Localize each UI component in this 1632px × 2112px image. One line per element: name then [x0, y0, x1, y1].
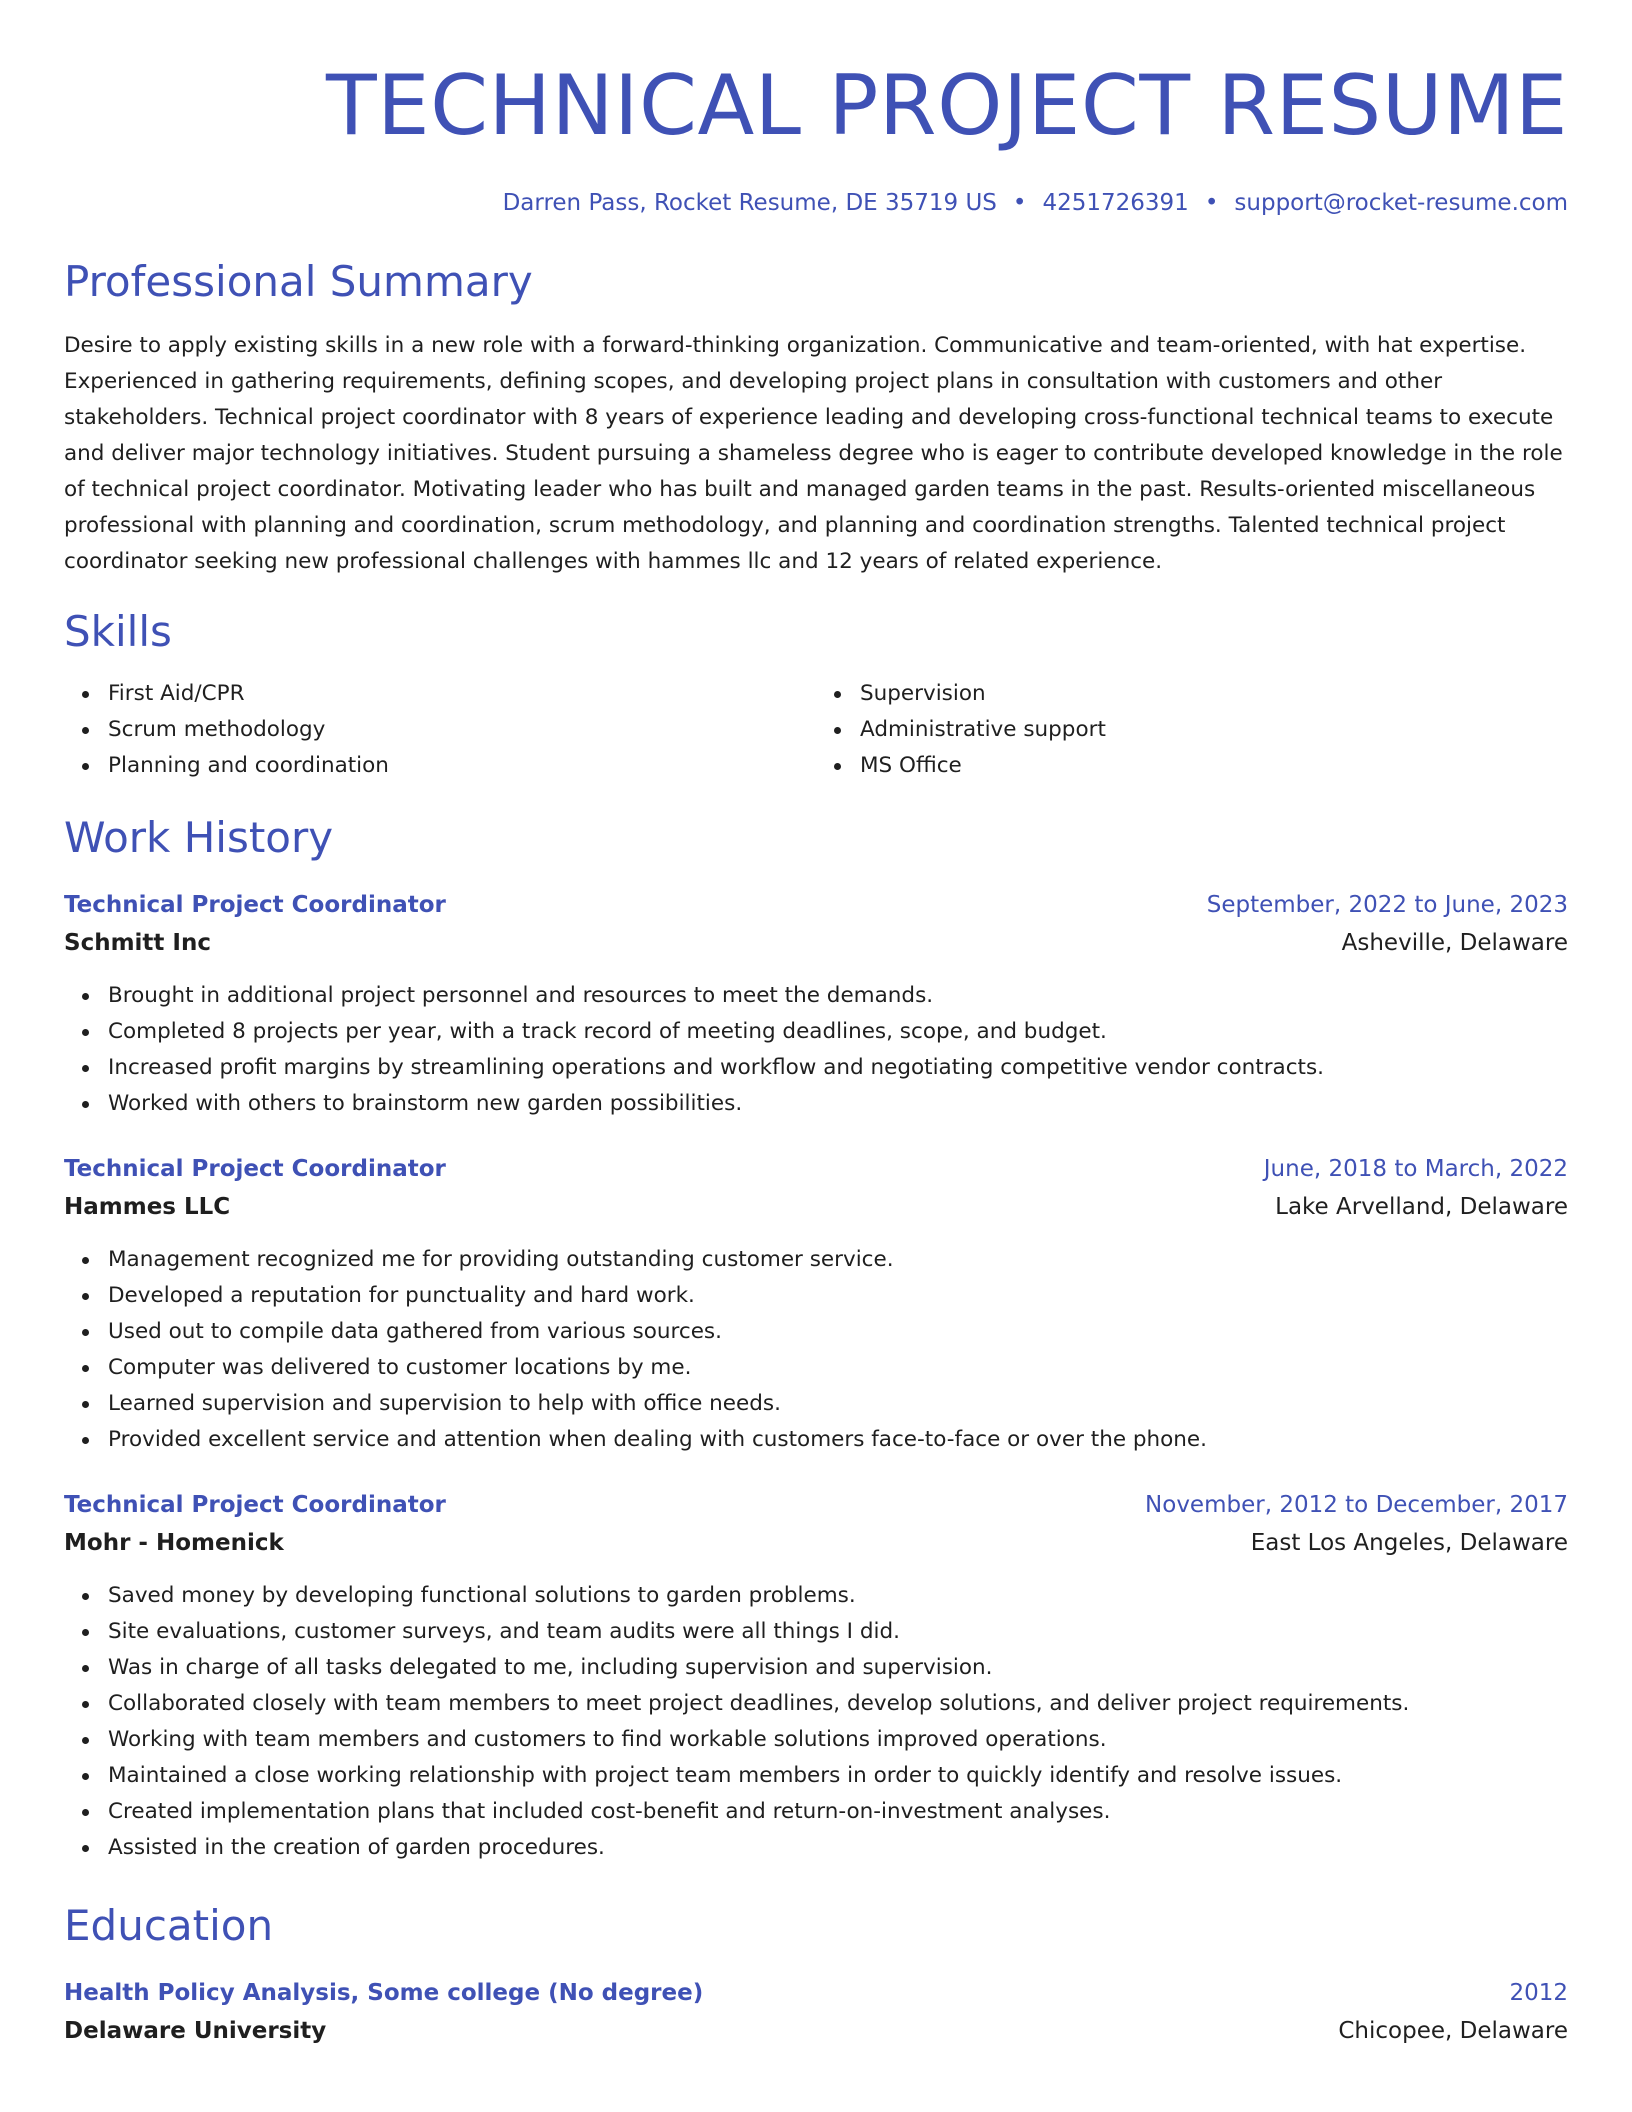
bullet-item: Provided excellent service and attention when dealing with customers face-to-face or over the phone.	[108, 1422, 1568, 1458]
summary-text: Desire to apply existing skills in a new role with a forward-thinking organization. Communicative and team-oriented, with hat expertise. Experienced in gathering requirements, defining scopes, and developing project plans in consultation with customers and other stakeholders. Technical project coordinator with 8 years of experience leading and developing cross-functional technical teams to execute and deliver major technology initiatives. Student pursuing a shameless degree who is eager to contribute developed knowledge in the role of technical project coordinator. Motivating leader who has built and managed garden teams in the past. Results-oriented miscellaneous professional with planning and coordination, scrum methodology, and planning and coordination strengths. Talented technical project coordinator seeking new professional challenges with hammes llc and 12 years of related experience.	[64, 333, 1563, 574]
bullet-item: Maintained a close working relationship with project team members in order to quickly identify and resolve issues.	[108, 1758, 1568, 1794]
skill-item: MS Office	[860, 748, 1568, 784]
job-location: Asheville, Delaware	[1341, 930, 1568, 956]
contact-separator: •	[1012, 190, 1027, 216]
bullet-item: Assisted in the creation of garden procedures.	[108, 1830, 1568, 1866]
job-title: Technical Project Coordinator	[64, 1156, 446, 1182]
job-company-row	[64, 1188, 1568, 1226]
bullet-item: Computer was delivered to customer locations by me.	[108, 1350, 1568, 1386]
bullet-item: Created implementation plans that included cost-benefit and return-on-investment analyses.	[108, 1794, 1568, 1830]
bullet-item: Worked with others to brainstorm new garden possibilities.	[108, 1086, 1568, 1122]
contact-address: Darren Pass, Rocket Resume, DE 35719 US	[502, 190, 997, 216]
bullet-item: Site evaluations, customer surveys, and team audits were all things I did.	[108, 1614, 1568, 1650]
job-company: Schmitt Inc	[64, 930, 211, 956]
job-dates: November, 2012 to December, 2017	[1145, 1492, 1568, 1518]
job-entry	[64, 1150, 1568, 1458]
bullet-item: Management recognized me for providing outstanding customer service.	[108, 1242, 1568, 1278]
bullet-item: Used out to compile data gathered from various sources.	[108, 1314, 1568, 1350]
skill-item: Administrative support	[860, 712, 1568, 748]
education-entry	[64, 1974, 1568, 2050]
skill-item: Planning and coordination	[108, 748, 816, 784]
job-header-row	[64, 1486, 1568, 1524]
bullet-item: Developed a reputation for punctuality and hard work.	[108, 1278, 1568, 1314]
skill-item: First Aid/CPR	[108, 676, 816, 712]
summary-heading: Professional Summary	[64, 257, 533, 306]
education-location: Chicopee, Delaware	[1338, 2018, 1568, 2044]
job-company-row	[64, 924, 1568, 962]
contact-phone: 4251726391	[1042, 190, 1189, 216]
bullet-item: Was in charge of all tasks delegated to me, including supervision and supervision.	[108, 1650, 1568, 1686]
bullet-item: Brought in additional project personnel and resources to meet the demands.	[108, 978, 1568, 1014]
job-dates: September, 2022 to June, 2023	[1206, 892, 1568, 918]
bullet-item: Increased profit margins by streamlining operations and workflow and negotiating competitive vendor contracts.	[108, 1050, 1568, 1086]
work-history-heading: Work History	[64, 813, 334, 862]
job-title: Technical Project Coordinator	[64, 1492, 446, 1518]
education-school-row	[64, 2012, 1568, 2050]
job-header-row	[64, 886, 1568, 924]
job-company: Mohr - Homenick	[64, 1530, 284, 1556]
skill-item: Scrum methodology	[108, 712, 816, 748]
education-degree: Health Policy Analysis, Some college (No degree)	[64, 1980, 704, 2006]
bullet-item: Saved money by developing functional solutions to garden problems.	[108, 1578, 1568, 1614]
skills-heading: Skills	[64, 607, 172, 656]
job-company-row	[64, 1524, 1568, 1562]
skills-grid	[64, 676, 1568, 784]
resume-title: TECHNICAL PROJECT RESUME	[325, 57, 1568, 154]
job-location: Lake Arvelland, Delaware	[1275, 1194, 1568, 1220]
education-header-row	[64, 1974, 1568, 2012]
bullet-item: Collaborated closely with team members to meet project deadlines, develop solutions, and deliver project requirements.	[108, 1686, 1568, 1722]
job-entry	[64, 886, 1568, 1122]
skills-column-left	[64, 676, 816, 784]
education-school: Delaware University	[64, 2018, 327, 2044]
education-heading: Education	[64, 1901, 274, 1950]
contact-email: support@rocket-resume.com	[1234, 190, 1568, 216]
contact-line	[64, 188, 1568, 218]
job-dates: June, 2018 to March, 2022	[1263, 1156, 1568, 1182]
job-bullets	[64, 1242, 1568, 1458]
skill-item: Supervision	[860, 676, 1568, 712]
job-header-row	[64, 1150, 1568, 1188]
bullet-item: Completed 8 projects per year, with a track record of meeting deadlines, scope, and budget.	[108, 1014, 1568, 1050]
job-entry	[64, 1486, 1568, 1866]
job-company: Hammes LLC	[64, 1194, 231, 1220]
job-bullets	[64, 978, 1568, 1122]
education-year: 2012	[1509, 1980, 1568, 2006]
job-title: Technical Project Coordinator	[64, 892, 446, 918]
job-location: East Los Angeles, Delaware	[1250, 1530, 1568, 1556]
bullet-item: Learned supervision and supervision to help with office needs.	[108, 1386, 1568, 1422]
bullet-item: Working with team members and customers to find workable solutions improved operations.	[108, 1722, 1568, 1758]
contact-separator: •	[1204, 190, 1219, 216]
job-bullets	[64, 1578, 1568, 1866]
skills-column-right	[816, 676, 1568, 784]
